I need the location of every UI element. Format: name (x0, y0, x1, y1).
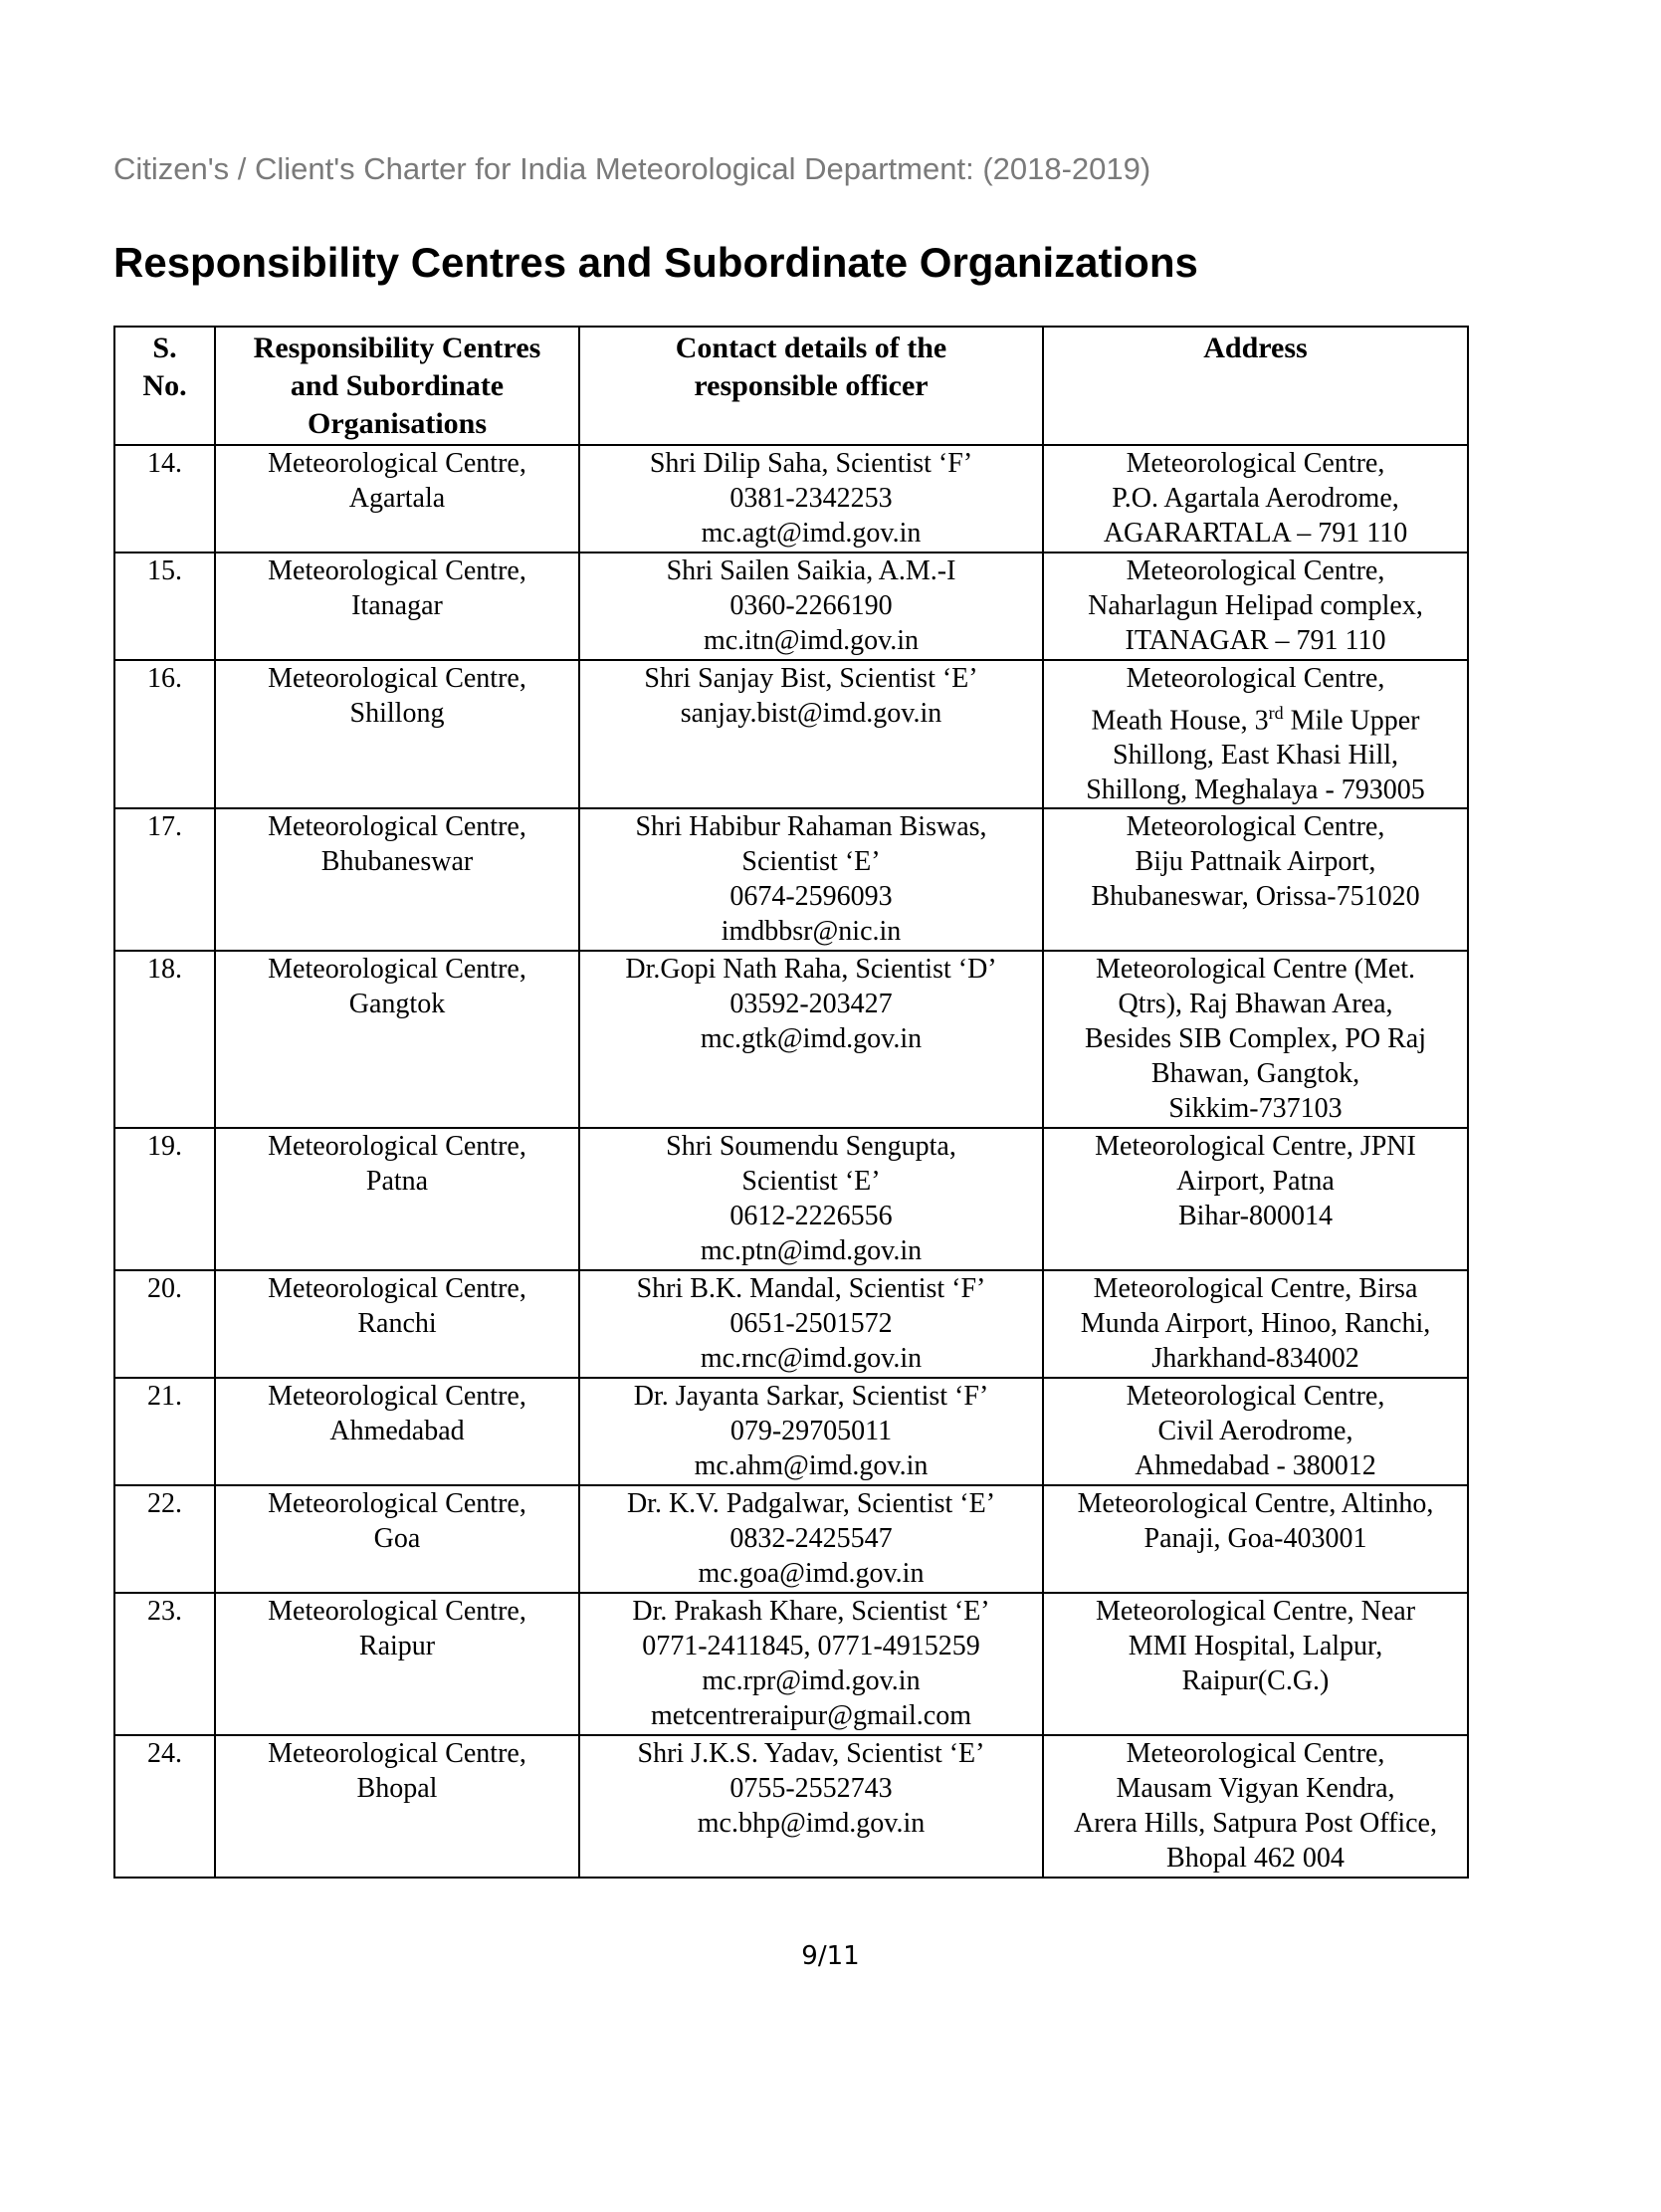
sno-value: 17. (147, 811, 182, 843)
address-line: Qtrs), Raj Bhawan Area, (1118, 989, 1393, 1020)
sno-value: 14. (147, 448, 182, 479)
sno-cell (114, 1270, 215, 1378)
address-line: Airport, Patna (1176, 1166, 1335, 1198)
contact-line: mc.goa@imd.gov.in (698, 1558, 925, 1590)
contact-line: 0651-2501572 (729, 1308, 893, 1340)
address-cell (1043, 1378, 1468, 1485)
header-line: Contact details of the (675, 332, 947, 364)
col-sno-header (114, 327, 215, 445)
centre-line: Agartala (348, 483, 446, 514)
contact-line: Shri Sailen Saikia, A.M.-I (666, 555, 956, 586)
centre-cell (215, 1485, 579, 1593)
sno-cell (114, 1485, 215, 1593)
address-line: Meteorological Centre, (1126, 1738, 1385, 1770)
contact-line: mc.itn@imd.gov.in (703, 625, 920, 656)
centre-line: Patna (365, 1166, 429, 1198)
sno-value: 19. (147, 1131, 182, 1163)
table-body (114, 445, 1468, 1878)
contact-line: sanjay.bist@imd.gov.in (680, 698, 942, 729)
contact-line: Scientist ‘E’ (741, 846, 881, 878)
sno-cell (114, 660, 215, 808)
centre-line: Ranchi (357, 1308, 437, 1340)
centre-line: Meteorological Centre, (268, 663, 526, 694)
address-cell (1043, 660, 1468, 808)
address-line: Meteorological Centre, Near (1095, 1596, 1416, 1628)
header-line: Organisations (307, 407, 488, 440)
contact-cell (579, 1378, 1043, 1485)
centre-line: Itanagar (351, 590, 443, 621)
contact-cell (579, 1485, 1043, 1593)
col-centre-header (215, 327, 579, 445)
table-row (114, 1128, 1468, 1270)
centre-cell (215, 951, 579, 1128)
contact-line: Dr. Jayanta Sarkar, Scientist ‘F’ (633, 1381, 989, 1413)
contact-cell (579, 1735, 1043, 1878)
header-line: S. (152, 332, 177, 364)
header-row (114, 327, 1468, 445)
header-line: No. (142, 369, 187, 402)
centre-cell (215, 1593, 579, 1735)
address-line: Meteorological Centre (Met. (1095, 954, 1416, 986)
table-row (114, 1593, 1468, 1735)
contact-line: Dr.Gopi Nath Raha, Scientist ‘D’ (625, 954, 997, 986)
contact-line: mc.agt@imd.gov.in (701, 518, 922, 549)
table-row (114, 1378, 1468, 1485)
contact-line: Shri Habibur Rahaman Biswas, (635, 811, 987, 843)
address-line: Shillong, East Khasi Hill, (1113, 740, 1398, 772)
header-line: Responsibility Centres (253, 332, 541, 364)
address-cell (1043, 1128, 1468, 1270)
centre-line: Meteorological Centre, (268, 555, 526, 586)
sno-cell (114, 445, 215, 553)
address-line: Meteorological Centre, (1126, 1381, 1385, 1413)
col-address-header (1043, 327, 1468, 445)
contact-line: 0755-2552743 (729, 1773, 893, 1805)
centre-line: Bhopal (356, 1773, 438, 1805)
header-line: Address (1203, 332, 1308, 364)
address-line: Jharkhand-834002 (1151, 1343, 1359, 1375)
contact-cell (579, 553, 1043, 660)
contact-line: mc.gtk@imd.gov.in (700, 1023, 923, 1055)
address-line: Meteorological Centre, (1126, 663, 1385, 694)
charter-header: Citizen's / Client's Charter for India Meteorological Department: (2018-2019) (113, 151, 1151, 186)
address-line: Arera Hills, Satpura Post Office, (1074, 1808, 1437, 1840)
address-line: Meath House, 3rd Mile Upper (1091, 703, 1420, 737)
contact-cell (579, 1593, 1043, 1735)
contact-line: mc.rpr@imd.gov.in (702, 1665, 921, 1697)
contact-line: Scientist ‘E’ (741, 1166, 881, 1198)
address-line: Meteorological Centre, (1126, 448, 1385, 479)
centre-cell (215, 1270, 579, 1378)
address-line: Meteorological Centre, (1126, 555, 1385, 586)
address-line: AGARARTALA – 791 110 (1103, 518, 1408, 549)
address-cell (1043, 951, 1468, 1128)
contact-line: Shri Soumendu Sengupta, (666, 1131, 956, 1163)
contact-line: 079-29705011 (729, 1416, 893, 1447)
centre-line: Bhubaneswar (320, 846, 474, 878)
table-row (114, 1735, 1468, 1878)
centre-line: Meteorological Centre, (268, 1596, 526, 1628)
address-line: Meteorological Centre, JPNI (1095, 1131, 1416, 1163)
address-cell (1043, 808, 1468, 951)
centre-line: Ahmedabad (329, 1416, 465, 1447)
centre-line: Goa (373, 1523, 421, 1555)
sno-cell (114, 553, 215, 660)
address-line: Biju Pattnaik Airport, (1135, 846, 1376, 878)
address-line: Meteorological Centre, (1126, 811, 1385, 843)
contact-line: 0381-2342253 (729, 483, 893, 514)
contact-line: 0771-2411845, 0771-4915259 (642, 1631, 980, 1662)
table-row (114, 951, 1468, 1128)
address-line: ITANAGAR – 791 110 (1125, 625, 1386, 656)
centre-line: Meteorological Centre, (268, 1131, 526, 1163)
sno-value: 18. (147, 954, 182, 986)
contact-line: Shri Dilip Saha, Scientist ‘F’ (649, 448, 973, 479)
centre-line: Meteorological Centre, (268, 1738, 526, 1770)
address-cell (1043, 445, 1468, 553)
centre-cell (215, 1735, 579, 1878)
responsibility-centres-table (113, 326, 1469, 1879)
sno-value: 15. (147, 555, 182, 586)
address-line: Bhawan, Gangtok, (1150, 1058, 1360, 1090)
address-line: Munda Airport, Hinoo, Ranchi, (1080, 1308, 1431, 1340)
sno-cell (114, 1735, 215, 1878)
sno-cell (114, 1378, 215, 1485)
address-line: Naharlagun Helipad complex, (1088, 590, 1423, 621)
sno-value: 23. (147, 1596, 182, 1628)
centre-cell (215, 553, 579, 660)
table-header (114, 327, 1468, 445)
address-line: Ahmedabad - 380012 (1135, 1450, 1376, 1482)
address-line: Panaji, Goa-403001 (1143, 1523, 1367, 1555)
contact-line: 03592-203427 (729, 989, 893, 1020)
table-row (114, 1485, 1468, 1593)
centre-line: Raipur (358, 1631, 436, 1662)
address-cell (1043, 1270, 1468, 1378)
centre-line: Shillong (349, 698, 445, 729)
centre-line: Meteorological Centre, (268, 811, 526, 843)
sno-cell (114, 951, 215, 1128)
address-cell (1043, 1593, 1468, 1735)
contact-cell (579, 808, 1043, 951)
header-line: and Subordinate (290, 369, 505, 402)
centre-line: Meteorological Centre, (268, 1381, 526, 1413)
contact-line: 0832-2425547 (729, 1523, 893, 1555)
contact-line: Shri J.K.S. Yadav, Scientist ‘E’ (637, 1738, 985, 1770)
centre-line: Meteorological Centre, (268, 1273, 526, 1305)
contact-line: mc.bhp@imd.gov.in (697, 1808, 926, 1840)
address-line: Meteorological Centre, Altinho, (1077, 1488, 1434, 1520)
address-cell (1043, 1485, 1468, 1593)
sno-value: 16. (147, 663, 182, 694)
address-line: Bhubaneswar, Orissa-751020 (1091, 881, 1420, 913)
centre-cell (215, 808, 579, 951)
contact-line: Shri Sanjay Bist, Scientist ‘E’ (644, 663, 978, 694)
sno-cell (114, 808, 215, 951)
sno-value: 22. (147, 1488, 182, 1520)
contact-line: 0360-2266190 (729, 590, 893, 621)
address-line: P.O. Agartala Aerodrome, (1112, 483, 1399, 514)
table-row (114, 445, 1468, 553)
contact-cell (579, 660, 1043, 808)
table-row (114, 660, 1468, 808)
contact-line: mc.ahm@imd.gov.in (694, 1450, 929, 1482)
contact-cell (579, 951, 1043, 1128)
contact-line: 0674-2596093 (729, 881, 893, 913)
contact-line: Shri B.K. Mandal, Scientist ‘F’ (636, 1273, 986, 1305)
contact-line: mc.rnc@imd.gov.in (700, 1343, 923, 1375)
contact-cell (579, 445, 1043, 553)
centre-cell (215, 660, 579, 808)
centre-cell (215, 1378, 579, 1485)
address-line: Civil Aerodrome, (1157, 1416, 1353, 1447)
page-title: Responsibility Centres and Subordinate Organizations (113, 239, 1198, 286)
header-line: responsible officer (694, 369, 929, 402)
contact-line: imdbbsr@nic.in (721, 916, 902, 948)
address-line: Besides SIB Complex, PO Raj (1084, 1023, 1426, 1055)
sno-cell (114, 1593, 215, 1735)
contact-line: Dr. K.V. Padgalwar, Scientist ‘E’ (626, 1488, 996, 1520)
address-line: MMI Hospital, Lalpur, (1128, 1631, 1383, 1662)
address-line: Raipur(C.G.) (1181, 1665, 1330, 1697)
address-line: Meteorological Centre, Birsa (1093, 1273, 1418, 1305)
contact-line: mc.ptn@imd.gov.in (700, 1235, 923, 1267)
contact-line: 0612-2226556 (729, 1201, 893, 1232)
address-line: Mausam Vigyan Kendra, (1116, 1773, 1395, 1805)
sno-value: 24. (147, 1738, 182, 1770)
table-row (114, 808, 1468, 951)
contact-line: metcentreraipur@gmail.com (651, 1700, 971, 1732)
address-line: Bhopal 462 004 (1166, 1843, 1345, 1875)
centre-line: Meteorological Centre, (268, 954, 526, 986)
centre-line: Gangtok (348, 989, 446, 1020)
contact-cell (579, 1128, 1043, 1270)
address-line: Shillong, Meghalaya - 793005 (1086, 774, 1425, 806)
centre-line: Meteorological Centre, (268, 1488, 526, 1520)
col-contact-header (579, 327, 1043, 445)
contact-cell (579, 1270, 1043, 1378)
page-number: 9/11 (801, 1941, 860, 1971)
centre-cell (215, 1128, 579, 1270)
sno-value: 21. (147, 1381, 182, 1413)
table-row (114, 1270, 1468, 1378)
address-cell (1043, 553, 1468, 660)
centre-cell (215, 445, 579, 553)
sno-cell (114, 1128, 215, 1270)
contact-line: Dr. Prakash Khare, Scientist ‘E’ (632, 1596, 990, 1628)
address-cell (1043, 1735, 1468, 1878)
table-row (114, 553, 1468, 660)
address-line: Sikkim-737103 (1168, 1093, 1343, 1125)
centre-line: Meteorological Centre, (268, 448, 526, 479)
sno-value: 20. (147, 1273, 182, 1305)
address-line: Bihar-800014 (1178, 1201, 1333, 1232)
